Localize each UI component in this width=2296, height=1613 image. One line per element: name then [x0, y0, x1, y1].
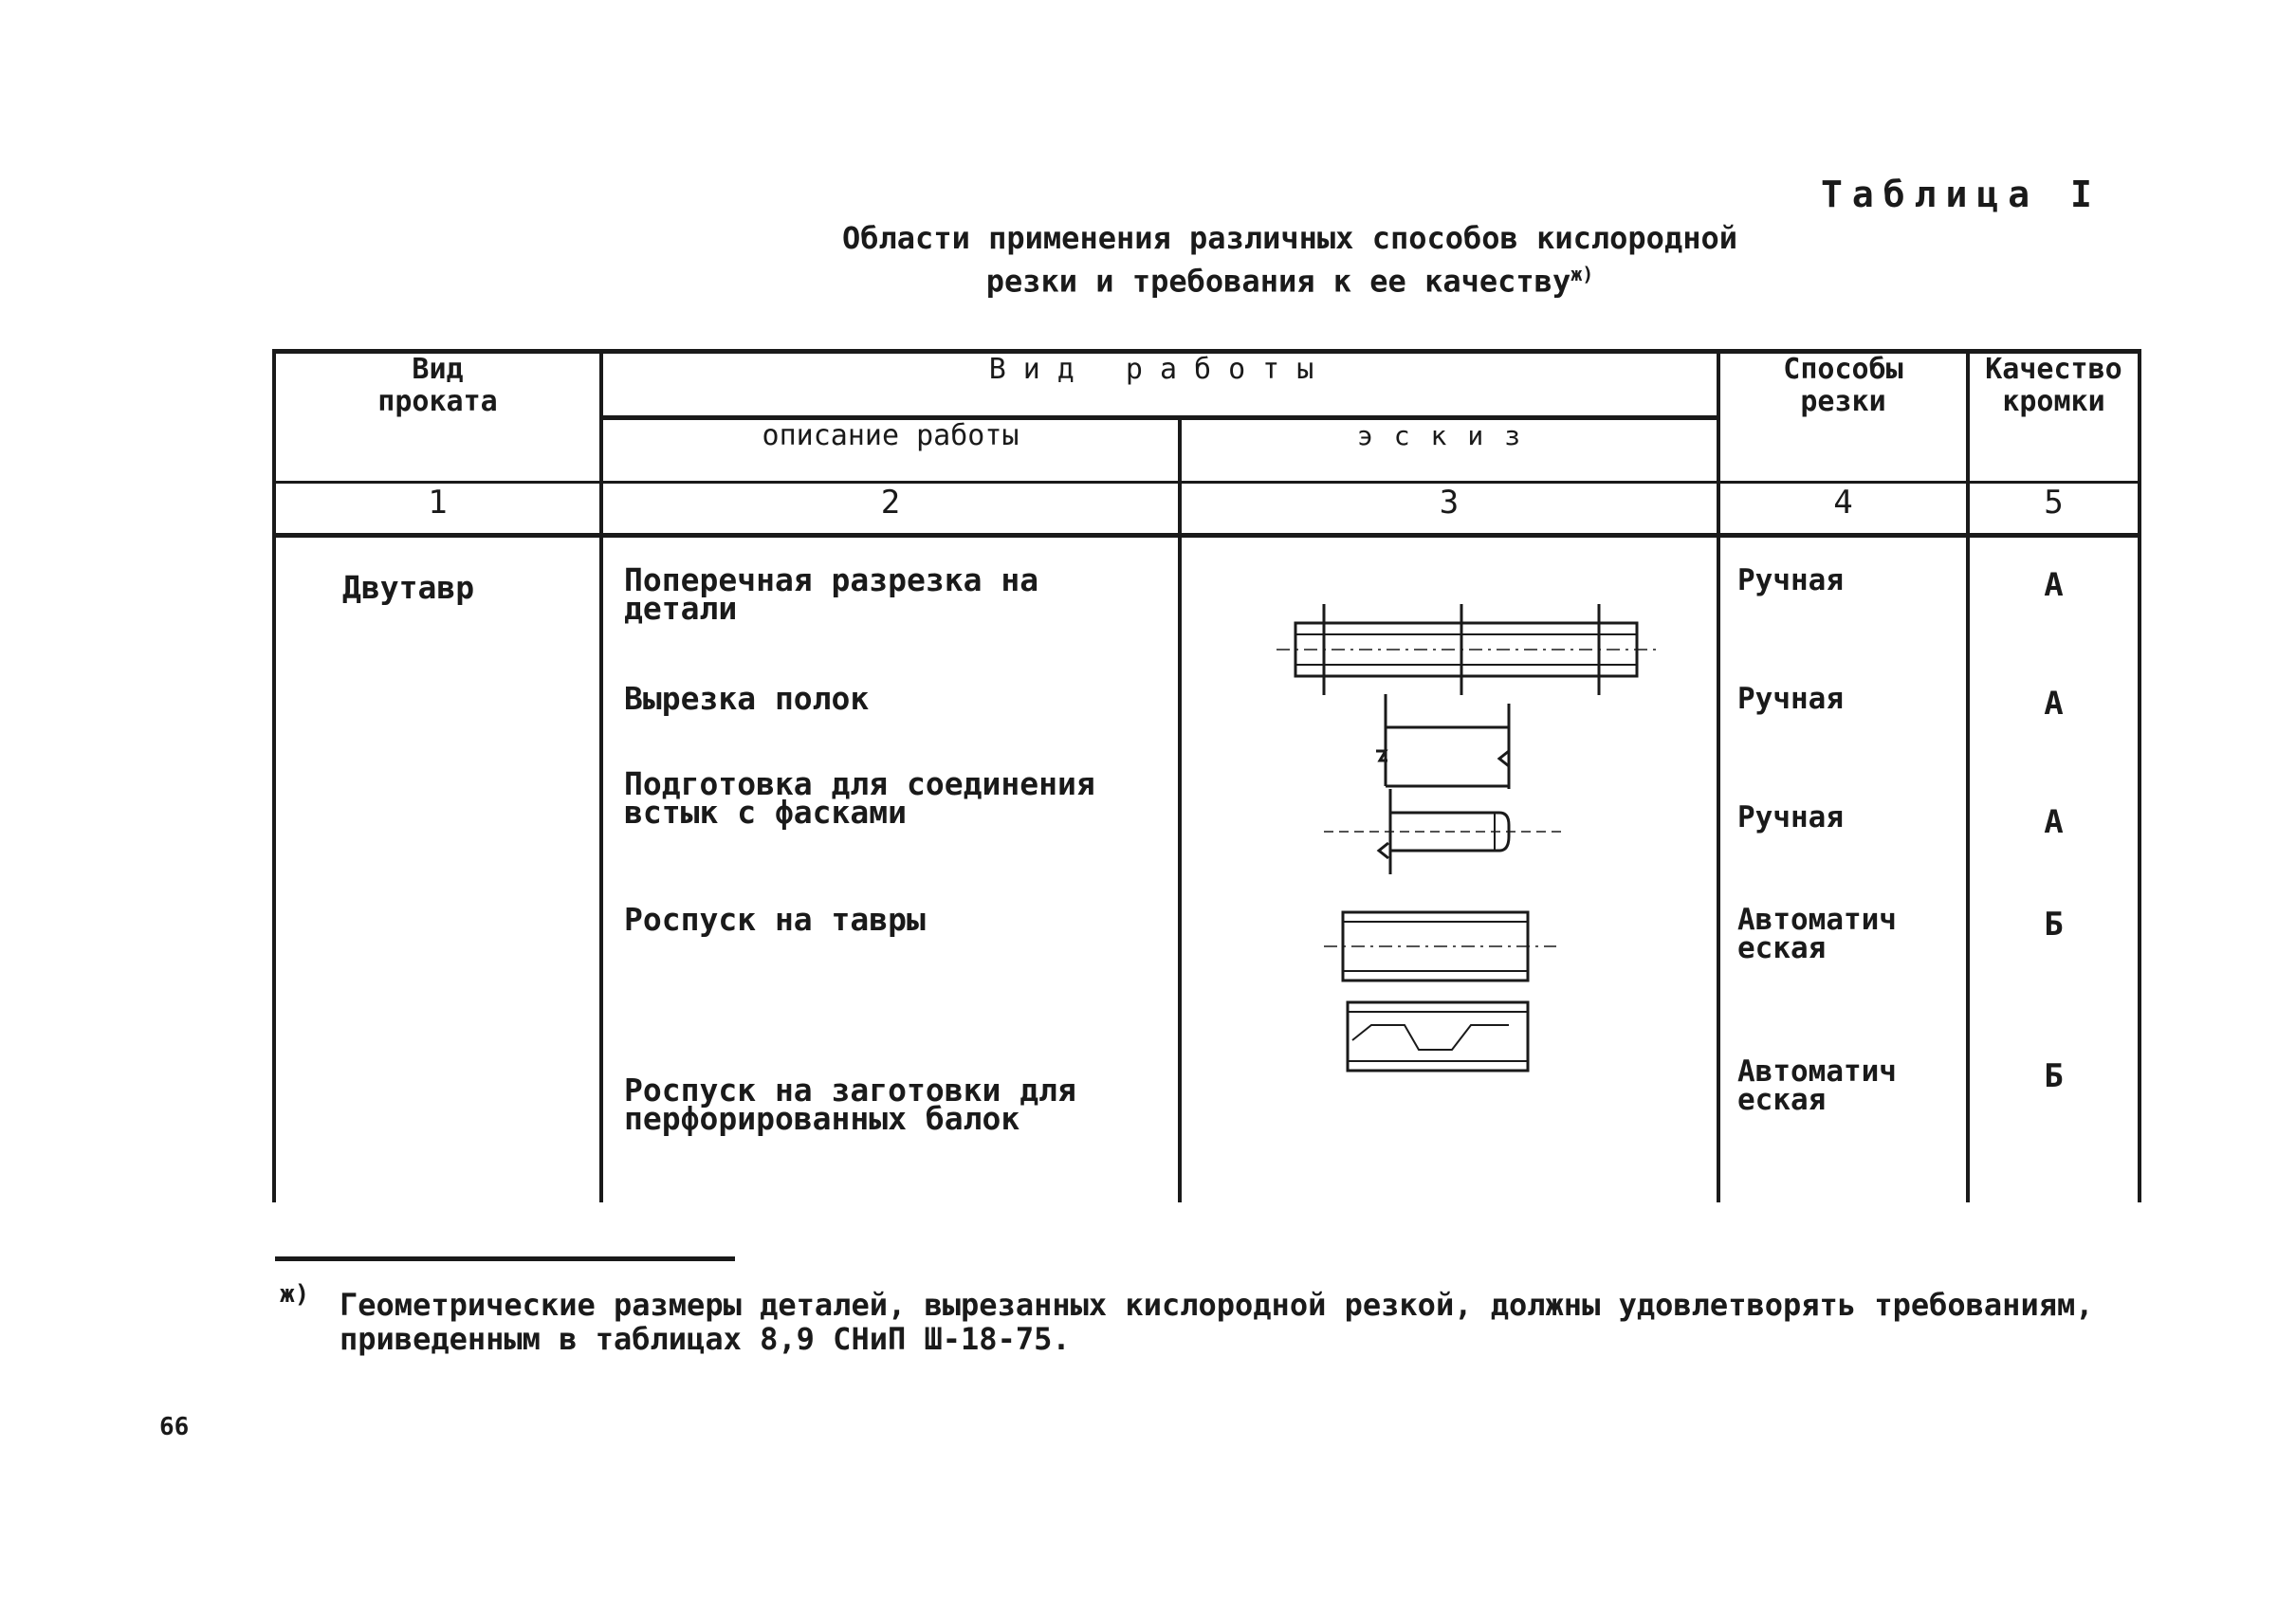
header-sketch: эскиз — [1180, 418, 1718, 483]
beam-cross-cut-sketch — [1277, 604, 1656, 695]
description-row-5: Роспуск на заготовки для перфорированных балок — [624, 1072, 1076, 1138]
product-cell — [274, 536, 601, 1202]
method-row-4: Автоматическая — [1737, 903, 1897, 966]
quality-row-1: А — [2044, 566, 2064, 605]
table-label: Таблица I — [1821, 174, 2102, 215]
column-number-4: 4 — [1718, 483, 1968, 536]
caption-footnote-mark: ж) — [1570, 263, 1594, 285]
method-row-5: Автоматическая — [1737, 1054, 1897, 1118]
header-edge-quality: Качество кромки — [1968, 352, 2140, 483]
method-row-1: Ручная — [1737, 563, 1844, 598]
sketches — [1182, 538, 1713, 1201]
footnote-divider — [275, 1256, 735, 1261]
caption-line-2: резки и требования к ее качеству$^{ж)}$ — [985, 263, 1594, 300]
header-product: Вид проката — [274, 352, 601, 483]
caption-line-1: Области применения различных способов кислородной — [841, 220, 1737, 256]
column-number-1: 1 — [274, 483, 601, 536]
header-work-group: Вид работы — [601, 352, 1718, 418]
page-number: 66 — [159, 1413, 190, 1441]
sketch-cell — [1180, 536, 1718, 1202]
method-row-3: Ручная — [1737, 800, 1844, 835]
description-row-3: Подготовка для соединения встык с фасками — [624, 765, 1095, 832]
description-row-4: Роспуск на тавры — [624, 901, 926, 939]
column-number-2: 2 — [601, 483, 1180, 536]
column-number-3: 3 — [1180, 483, 1718, 536]
castellated-split-sketch — [1348, 1002, 1528, 1071]
quality-row-2: А — [2044, 685, 2064, 724]
quality-cell — [1968, 536, 2140, 1202]
header-cutting-method: Способы резки — [1718, 352, 1968, 483]
description-cell — [601, 536, 1180, 1202]
quality-row-4: Б — [2044, 906, 2064, 944]
flange-cut-sketch — [1376, 694, 1509, 789]
footnote-text: Геометрические размеры деталей, вырезанных кислородной резкой, должны удовлетворять требованиям, приведенным в таблицах 8,9 СНиП Ш-18-75. — [340, 1287, 2094, 1357]
quality-row-5: Б — [2044, 1057, 2064, 1096]
description-row-2: Вырезка полок — [624, 680, 870, 718]
column-number-5: 5 — [1968, 483, 2140, 536]
product-name: Двутавр — [342, 569, 475, 607]
method-cell — [1718, 536, 1968, 1202]
bevel-joint-sketch — [1324, 789, 1561, 874]
footnote-mark: ж) — [280, 1280, 310, 1309]
header-work-description: описание работы — [601, 418, 1180, 483]
method-row-2: Ручная — [1737, 682, 1844, 717]
description-row-1: Поперечная разрезка на детали — [624, 561, 1039, 628]
quality-row-3: А — [2044, 803, 2064, 842]
tee-split-sketch — [1324, 912, 1556, 981]
table-caption — [721, 220, 1859, 300]
main-table — [272, 349, 2141, 1202]
